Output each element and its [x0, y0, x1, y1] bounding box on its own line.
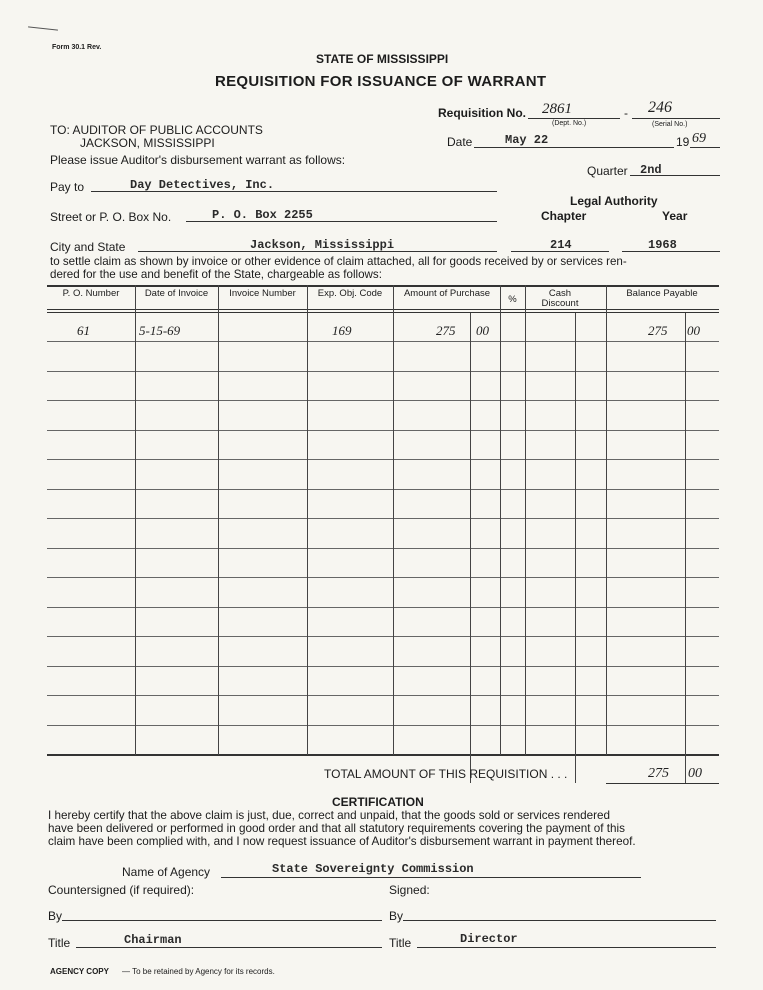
total-dollars: 275 [648, 766, 669, 781]
signed-label: Signed: [389, 883, 430, 897]
row-balance-cents: 00 [687, 323, 700, 338]
quarter-label: Quarter [587, 164, 628, 178]
certification-line1: I hereby certify that the above claim is just, due, correct and unpaid, that the goods sold or services rendered [48, 809, 610, 822]
header-balance: Balance Payable [626, 288, 698, 299]
header-amount: Amount of Purchase [403, 288, 491, 299]
left-title-value: Chairman [124, 933, 182, 947]
row-balance-dollars: 275 [648, 323, 668, 338]
street-label: Street or P. O. Box No. [50, 210, 172, 224]
agency-label: Name of Agency [122, 865, 211, 879]
certification-line2: have been delivered or performed in good order and that all statutory requirements covering the payment of this [48, 822, 625, 835]
left-title-label: Title [48, 936, 71, 950]
settle-text-2: dered for the use and benefit of the State, chargeable as follows: [50, 268, 382, 281]
total-cents: 00 [688, 766, 702, 781]
settle-text-1: to settle claim as shown by invoice or other evidence of claim attached, all for goods received by or services ren- [50, 255, 627, 268]
row-amount-cents: 00 [476, 323, 489, 338]
certification-title: CERTIFICATION [332, 795, 424, 809]
to-line1: TO: AUDITOR OF PUBLIC ACCOUNTS [50, 123, 263, 137]
legal-year-label: Year [662, 209, 688, 223]
countersigned-label: Countersigned (if required): [48, 883, 195, 897]
dept-no-value: 2861 [542, 101, 572, 117]
serial-no-caption: (Serial No.) [652, 121, 688, 128]
right-by-label: By [389, 909, 404, 923]
header-invoice-number: Invoice Number [229, 288, 296, 299]
form-title: REQUISITION FOR ISSUANCE OF WARRANT [215, 73, 547, 90]
legal-authority-label: Legal Authority [570, 194, 658, 208]
row-amount-dollars: 275 [436, 323, 456, 338]
header-po: P. O. Number [62, 288, 120, 299]
city-value: Jackson, Mississippi [250, 238, 395, 252]
right-title-label: Title [389, 936, 412, 950]
date-label: Date [447, 135, 473, 149]
header-date-invoice: Date of Invoice [144, 288, 209, 299]
quarter-value: 2nd [640, 163, 662, 177]
serial-no-value: 246 [648, 99, 672, 116]
street-value: P. O. Box 2255 [212, 208, 313, 222]
header-cash-discount: Cash Discount [541, 288, 579, 309]
total-label: TOTAL AMOUNT OF THIS REQUISITION . . . [324, 767, 568, 781]
left-by-label: By [48, 909, 63, 923]
legal-year-value: 1968 [648, 238, 677, 252]
row-po: 61 [77, 323, 90, 338]
pay-to-label: Pay to [50, 180, 85, 194]
city-label: City and State [50, 240, 126, 254]
line-items-table [47, 285, 719, 755]
row-exp-obj: 169 [332, 323, 352, 338]
agency-copy-label: AGENCY COPY [50, 967, 109, 976]
pen-mark [28, 26, 58, 30]
date-value: May 22 [505, 133, 549, 147]
dept-no-caption: (Dept. No.) [552, 120, 587, 127]
to-line2: JACKSON, MISSISSIPPI [80, 136, 215, 150]
right-title-value: Director [460, 932, 518, 946]
agency-copy-note: — To be retained by Agency for its records. [122, 967, 275, 976]
header-exp-obj: Exp. Obj. Code [317, 288, 383, 299]
instruction: Please issue Auditor's disbursement warrant as follows: [50, 153, 346, 167]
certification-line3: claim have been complied with, and I now request issuance of Auditor's disbursement warrant in payment thereof. [48, 835, 636, 848]
header-pct: % [508, 294, 517, 305]
row-date: 5-15-69 [139, 323, 181, 338]
chapter-label: Chapter [541, 209, 587, 223]
year-value: 69 [692, 131, 706, 146]
state-heading: STATE OF MISSISSIPPI [316, 52, 449, 66]
year-prefix: 19 [676, 135, 690, 149]
pay-to-value: Day Detectives, Inc. [130, 178, 275, 192]
agency-value: State Sovereignty Commission [272, 862, 474, 876]
requisition-label: Requisition No. [438, 106, 526, 120]
form-number: Form 30.1 Rev. [52, 44, 102, 51]
chapter-value: 214 [550, 238, 572, 252]
